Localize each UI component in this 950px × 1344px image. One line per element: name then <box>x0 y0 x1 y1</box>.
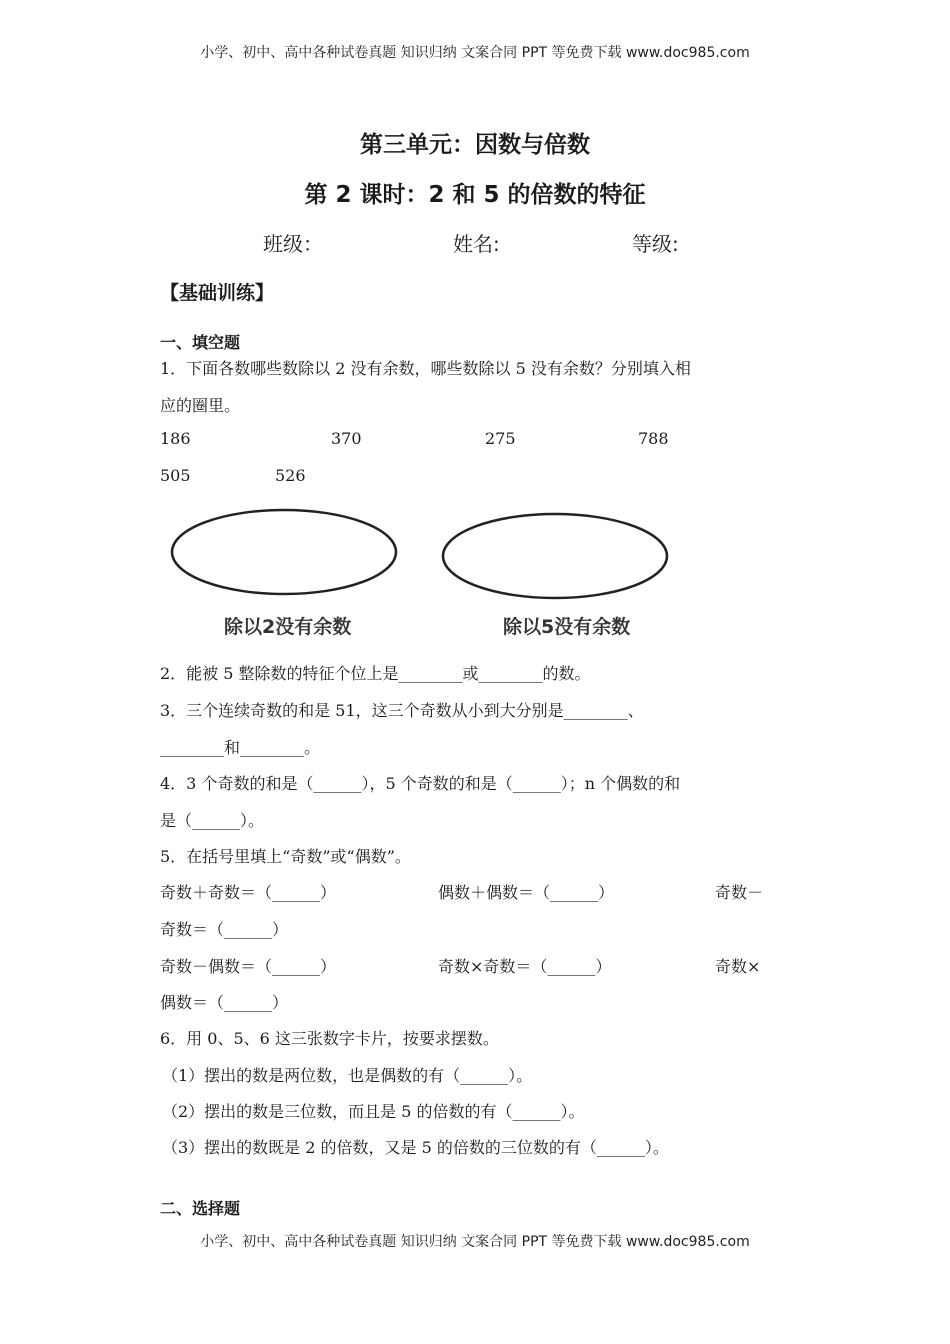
q5-expression: 奇数＋奇数＝（______） <box>160 883 337 902</box>
ellipse-divisible-by-2[interactable] <box>165 505 405 605</box>
q6-item: （1）摆出的数是两位数，也是偶数的有（______）。 <box>162 1066 533 1085</box>
number-item: 526 <box>275 466 306 485</box>
q5-expression: 奇数－ <box>715 883 764 902</box>
number-item: 505 <box>160 466 191 485</box>
q3-line1: 3．三个连续奇数的和是 51，这三个奇数从小到大分别是________、 <box>160 701 644 720</box>
lesson-title: 第 2 课时：2 和 5 的倍数的特征 <box>304 182 646 208</box>
q5-expression: 偶数＝（______） <box>160 993 289 1012</box>
page-header: 小学、初中、高中各种试卷真题 知识归纳 文案合同 PPT 等免费下载 www.doc985.com <box>200 45 750 61</box>
q6-item: （3）摆出的数既是 2 的倍数，又是 5 的倍数的三位数的有（______）。 <box>162 1138 669 1157</box>
q2-text: 2．能被 5 整除数的特征个位上是________或________的数。 <box>160 664 591 683</box>
q5-expression: 偶数＋偶数＝（______） <box>438 883 615 902</box>
number-item: 370 <box>331 429 362 448</box>
q4-line2: 是（______）。 <box>160 811 265 830</box>
q4-line1: 4．3 个奇数的和是（______），5 个奇数的和是（______）；n 个偶数的和 <box>160 774 681 793</box>
page-footer: 小学、初中、高中各种试卷真题 知识归纳 文案合同 PPT 等免费下载 www.doc985.com <box>200 1234 750 1250</box>
part2-title: 二、选择题 <box>160 1199 241 1218</box>
q5-expression: 奇数× <box>715 957 761 976</box>
number-item: 275 <box>485 429 516 448</box>
q3-line2: ________和________。 <box>160 738 321 757</box>
circle-outline <box>172 510 396 594</box>
q5-expression: 奇数－偶数＝（______） <box>160 957 337 976</box>
ellipse-divisible-by-5[interactable] <box>436 510 676 610</box>
q1-line2: 应的圈里。 <box>160 396 241 415</box>
q6-item: （2）摆出的数是三位数，而且是 5 的倍数的有（______）。 <box>162 1102 585 1121</box>
unit-title: 第三单元：因数与倍数 <box>360 132 590 158</box>
ellipse-caption-2: 除以2没有余数 <box>224 616 352 638</box>
q1-line1: 1．下面各数哪些数除以 2 没有余数，哪些数除以 5 没有余数？分别填入相 <box>160 359 691 378</box>
q5-expression: 奇数×奇数＝（______） <box>438 957 612 976</box>
q5-title: 5．在括号里填上“奇数”或“偶数”。 <box>160 847 411 866</box>
ellipse-caption-5: 除以5没有余数 <box>503 616 631 638</box>
number-item: 186 <box>160 429 191 448</box>
q5-expression: 奇数＝（______） <box>160 920 289 939</box>
name-label: 姓名: <box>453 232 500 256</box>
class-label: 班级： <box>263 232 323 256</box>
section-basic-training: 【基础训练】 <box>160 282 275 304</box>
q6-title: 6．用 0、5、6 这三张数字卡片，按要求摆数。 <box>160 1029 499 1048</box>
part1-title: 一、填空题 <box>160 333 241 352</box>
grade-label: 等级: <box>632 232 679 256</box>
circle-outline <box>443 514 667 598</box>
number-item: 788 <box>638 429 669 448</box>
